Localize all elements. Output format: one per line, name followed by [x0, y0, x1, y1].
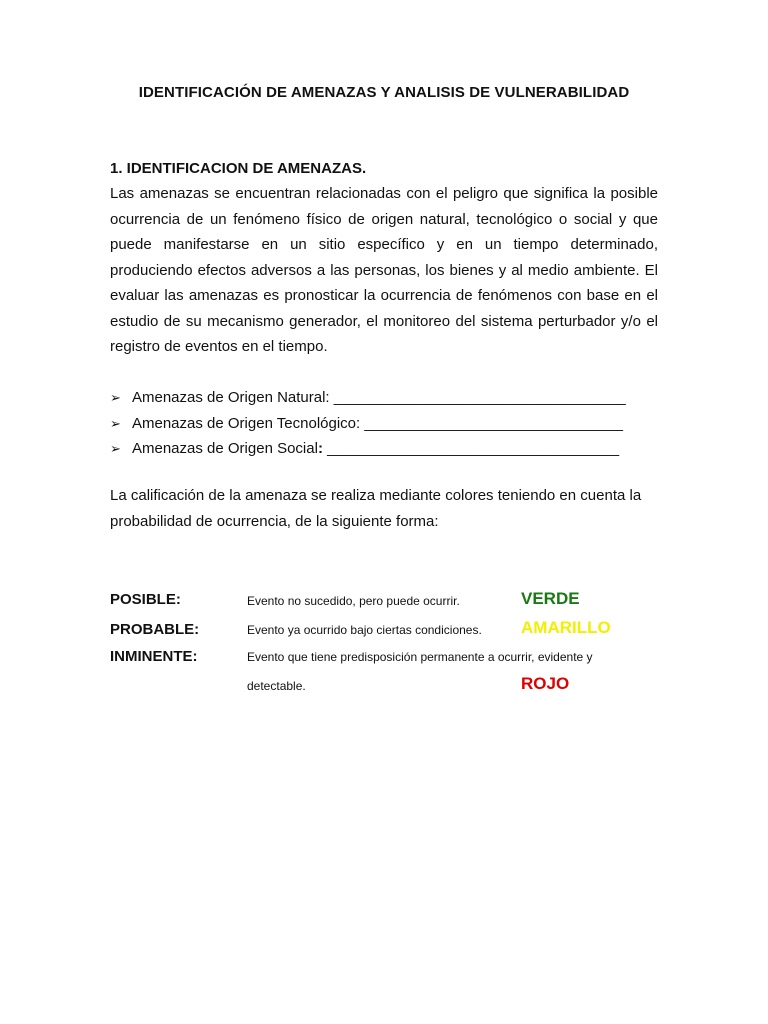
threat-origin-list [110, 385, 626, 462]
level-label: POSIBLE: [110, 591, 181, 608]
fill-in-blank: _______________________________ [364, 414, 623, 432]
level-label: PROBABLE: [110, 621, 200, 638]
level-color-name: ROJO [521, 674, 570, 693]
document-title: IDENTIFICACIÓN DE AMENAZAS Y ANALISIS DE VULNERABILIDAD [138, 84, 630, 101]
fill-in-blank: ___________________________________ [322, 440, 620, 457]
level-description: Evento no sucedido, pero puede ocurrir. [247, 594, 460, 608]
section-heading: 1. IDENTIFICACION DE AMENAZAS. [110, 160, 367, 177]
list-item-label: Amenazas de Origen Natural: [132, 389, 334, 406]
arrowhead-right-icon: ➢ [110, 390, 121, 405]
arrowhead-right-icon: ➢ [110, 415, 121, 431]
arrowhead-right-icon: ➢ [110, 441, 121, 456]
list-item-colon: : [317, 440, 323, 457]
list-item [110, 385, 626, 411]
level-color-name: VERDE [521, 589, 580, 608]
rating-paragraph-line-2: probabilidad de ocurrencia, de la siguiente forma: [110, 512, 439, 530]
fill-in-blank: ___________________________________ [333, 389, 626, 406]
rating-paragraph-line-1: La calificación de la amenaza se realiza mediante colores teniendo en cuenta la [110, 487, 642, 504]
body-paragraph: Las amenazas se encuentran relacionadas con el peligro que significa la posible ocurrencia de un fenómeno físico de origen natural, tecnológico o social y que puede manifestarse en un sitio específico y en un tiempo determinado, produciendo efectos adversos a las personas, los bienes y al medio ambiente. El evaluar las amenazas es pronosticar la ocurrencia de fenómenos con base en el estudio de su mecanismo generador, el monitoreo del sistema perturbador y/o el registro de eventos en el tiempo. [110, 185, 658, 355]
level-description-continued: detectable. [247, 679, 306, 693]
list-item-label: Amenazas de Origen Social [132, 440, 318, 457]
level-color-name: AMARILLO [521, 618, 611, 637]
list-item [110, 436, 626, 462]
rating-paragraph [110, 483, 658, 534]
level-description: Evento ya ocurrido bajo ciertas condiciones. [247, 623, 482, 637]
level-description: Evento que tiene predisposición permanente a ocurrir, evidente y [247, 650, 593, 664]
list-item-label: Amenazas de Origen Tecnológico: [132, 414, 365, 432]
level-label: INMINENTE: [110, 648, 198, 665]
list-item [110, 411, 626, 437]
